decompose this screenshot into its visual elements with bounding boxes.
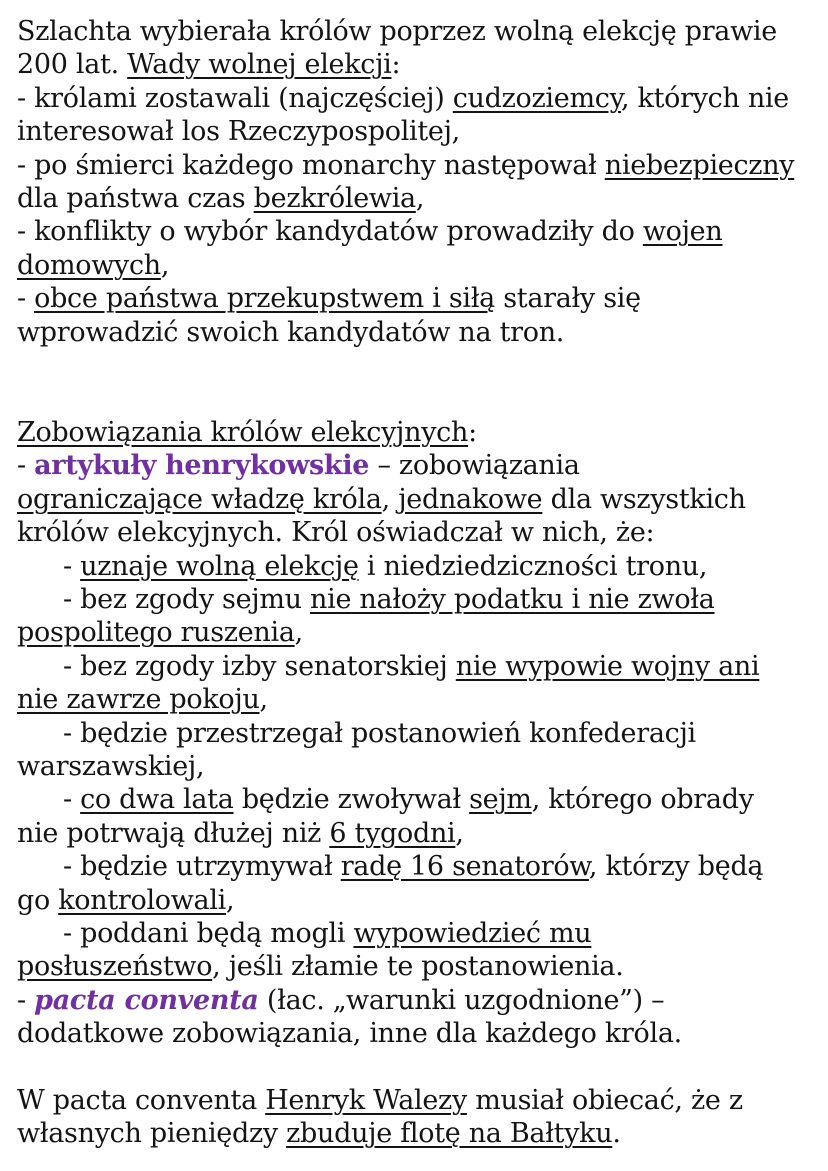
text-segment: nie potrwają dłużej niż xyxy=(17,817,330,849)
text-segment: go xyxy=(17,884,59,916)
text-segment: wprowadzić swoich kandydatów na tron. xyxy=(17,316,565,348)
text-line xyxy=(17,616,816,649)
text-segment: - po śmierci każdego monarchy następował xyxy=(17,149,605,181)
text-segment: musiał obiecać, że z xyxy=(466,1085,743,1116)
text-line xyxy=(17,650,816,683)
text-line xyxy=(17,550,816,583)
text-line xyxy=(17,950,816,983)
underlined-text: wypowiedzieć mu xyxy=(353,917,592,949)
text-line xyxy=(17,1084,816,1117)
blank-line xyxy=(17,349,816,382)
text-segment: – zobowiązania xyxy=(369,450,580,482)
text-segment: i niedziedziczności tronu, xyxy=(358,550,708,582)
underlined-text: obce państwa przekupstwem i siłą xyxy=(34,283,495,315)
underlined-text: domowych xyxy=(17,249,161,281)
underlined-text: nie zawrze pokoju xyxy=(17,684,260,716)
text-line xyxy=(17,149,816,182)
blank-line xyxy=(17,1051,816,1084)
text-segment: królów elekcyjnych. Król oświadczał w nich, że: xyxy=(17,517,655,549)
text-line xyxy=(17,817,816,850)
text-line xyxy=(17,215,816,248)
underlined-text: pospolitego ruszenia xyxy=(17,617,295,649)
underlined-text: sejm xyxy=(469,784,532,816)
underlined-text: wojen xyxy=(642,216,723,248)
underlined-text: zbuduje flotę na Bałtyku xyxy=(286,1118,613,1150)
text-line xyxy=(17,483,816,516)
text-line xyxy=(17,15,816,48)
text-segment: , xyxy=(160,249,170,281)
text-line xyxy=(17,850,816,883)
text-line xyxy=(17,884,816,917)
underlined-text: jednakowe xyxy=(398,483,543,515)
text-line xyxy=(17,282,816,315)
text-segment: - xyxy=(17,283,35,315)
underlined-text: Zobowiązania królów elekcyjnych xyxy=(17,416,469,448)
text-segment: , xyxy=(226,884,235,916)
text-segment: - xyxy=(17,450,35,482)
text-line xyxy=(17,683,816,716)
text-line xyxy=(17,1017,816,1050)
underlined-text: posłuszeństwo xyxy=(17,951,213,983)
text-segment: - xyxy=(17,984,35,1016)
text-segment: , xyxy=(455,817,464,849)
text-segment: (łac. „warunki uzgodnione”) – xyxy=(258,984,665,1016)
text-segment: - poddani będą mogli xyxy=(63,917,354,949)
underlined-text: 6 tygodni xyxy=(329,817,456,849)
text-line xyxy=(17,750,816,783)
underlined-text: nie nałoży podatku i nie zwoła xyxy=(310,583,715,615)
text-line xyxy=(17,583,816,616)
underlined-text: cudzoziemcy xyxy=(452,82,621,114)
underlined-text: kontrolowali xyxy=(58,884,227,916)
underlined-text: Wady wolnej elekcji xyxy=(127,49,392,81)
underlined-text: ograniczające władzę króla xyxy=(17,483,382,515)
underlined-text: niebezpieczny xyxy=(604,149,795,181)
text-segment: , jeśli złamie te postanowienia. xyxy=(212,951,624,983)
underlined-text: Henryk Walezy xyxy=(265,1085,467,1116)
key-term-accent-italic: pacta conventa xyxy=(34,984,259,1016)
text-segment: , xyxy=(381,483,399,515)
text-segment: , których nie xyxy=(620,82,789,114)
text-line xyxy=(17,115,816,148)
text-line xyxy=(17,182,816,215)
text-segment: własnych pieniędzy xyxy=(17,1118,287,1150)
text-segment: 200 lat. xyxy=(17,49,128,81)
text-segment: dla państwa czas xyxy=(17,183,254,215)
text-segment: - xyxy=(63,550,81,582)
text-segment: będzie zwoływał xyxy=(233,784,470,816)
text-segment: starały się xyxy=(494,283,641,315)
underlined-text: bezkrólewia xyxy=(253,183,416,215)
text-line xyxy=(17,1117,816,1150)
underlined-text: co dwa lata xyxy=(80,784,234,816)
text-line xyxy=(17,82,816,115)
text-line xyxy=(17,249,816,282)
text-segment: W pacta conventa xyxy=(17,1085,266,1116)
text-segment: - bez zgody sejmu xyxy=(63,583,311,615)
text-segment: warszawskiej, xyxy=(17,750,205,782)
text-segment: - będzie przestrzegał postanowień konfederacji xyxy=(63,717,696,749)
text-segment: interesował los Rzeczypospolitej, xyxy=(17,116,460,148)
text-segment: dodatkowe zobowiązania, inne dla każdego króla. xyxy=(17,1018,682,1050)
text-segment: dla wszystkich xyxy=(542,483,746,515)
underlined-text: radę 16 senatorów xyxy=(340,851,589,883)
text-line xyxy=(17,984,816,1017)
text-segment: Szlachta wybierała królów poprzez wolną elekcję prawie xyxy=(17,16,777,47)
text-segment: - konflikty o wybór kandydatów prowadziły do xyxy=(17,216,643,248)
text-line xyxy=(17,449,816,482)
text-line xyxy=(17,416,816,449)
text-segment: - xyxy=(63,784,81,816)
text-segment: , xyxy=(294,617,303,649)
text-segment: . xyxy=(612,1118,621,1150)
text-segment: - bez zgody izby senatorskiej xyxy=(63,650,456,682)
text-line xyxy=(17,48,816,81)
text-segment: , xyxy=(259,684,268,716)
blank-line xyxy=(17,382,816,415)
text-line xyxy=(17,717,816,750)
text-line xyxy=(17,316,816,349)
text-segment: , xyxy=(415,183,425,215)
text-line xyxy=(17,516,816,549)
text-segment: , którego obrady xyxy=(531,784,754,816)
text-segment: - królami zostawali (najczęściej) xyxy=(17,82,453,114)
text-segment: - będzie utrzymywał xyxy=(63,851,341,883)
text-line xyxy=(17,917,816,950)
text-segment: : xyxy=(468,416,477,448)
key-term-accent: artykuły henrykowskie xyxy=(34,450,370,482)
underlined-text: nie wypowie wojny ani xyxy=(455,650,760,682)
text-segment: : xyxy=(391,49,401,81)
text-line xyxy=(17,783,816,816)
underlined-text: uznaje wolną elekcję xyxy=(80,550,359,582)
text-segment: , którzy będą xyxy=(588,851,764,883)
